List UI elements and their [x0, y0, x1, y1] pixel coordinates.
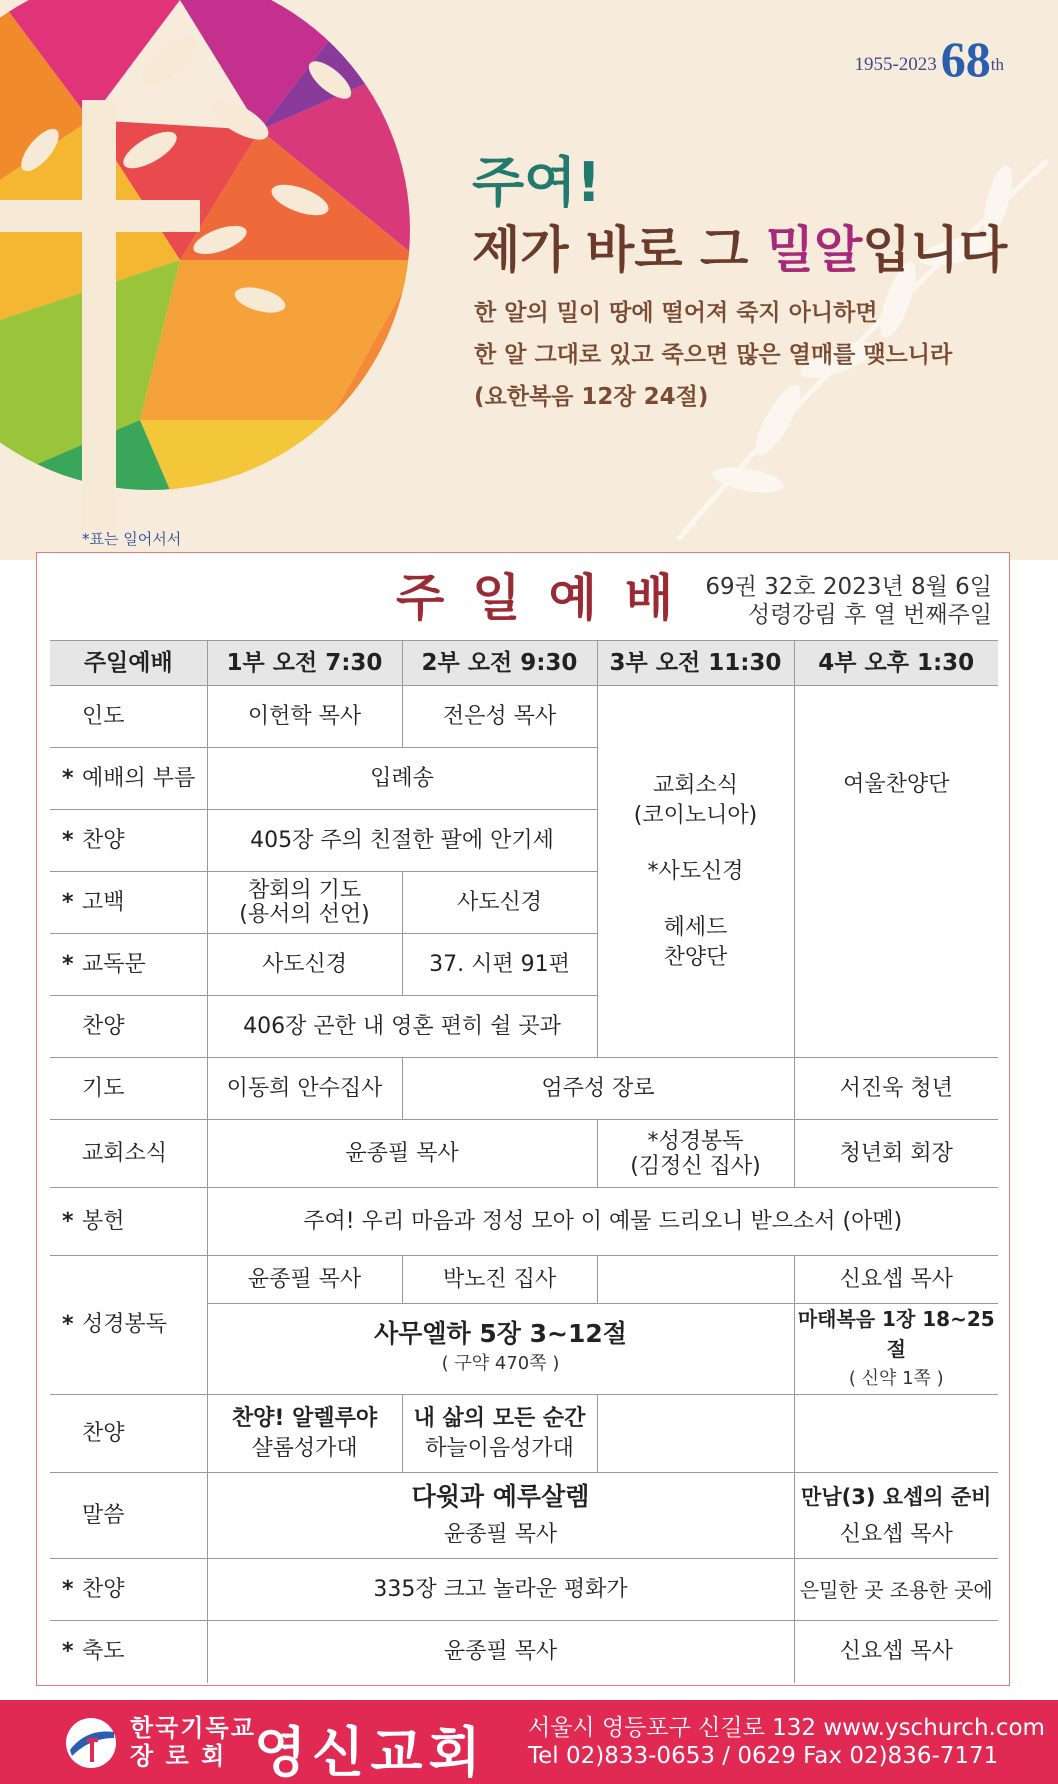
table-cell: 청년회 회장	[794, 1120, 998, 1188]
row-label: * 성경봉독	[50, 1256, 207, 1395]
table-cell	[597, 1395, 794, 1473]
row-label: 기도	[50, 1058, 207, 1120]
table-cell	[597, 1256, 794, 1304]
row-label: 찬양	[50, 996, 207, 1058]
table-row	[50, 1473, 998, 1559]
table-cell: 윤종필 목사	[207, 1120, 597, 1188]
table-cell: 이동희 안수집사	[207, 1058, 402, 1120]
service-title: 주일예배	[396, 568, 702, 627]
issue-info	[705, 573, 992, 629]
issue-line-2: 성령강림 후 열 번째주일	[747, 602, 992, 628]
table-cell: *성경봉독 (김정신 집사)	[597, 1120, 794, 1188]
address-line: 서울시 영등포구 신길로 132 www.yschurch.com	[528, 1715, 1045, 1741]
table-row	[50, 1256, 998, 1304]
table-cell: 335장 크고 놀라운 평화가	[207, 1559, 794, 1621]
headline-highlight: 밀알	[765, 221, 863, 279]
row-label: * 교독문	[50, 934, 207, 996]
table-row	[50, 1188, 998, 1256]
years-range: 1955-2023	[854, 54, 937, 75]
verse-reference: (요한복음 12장 24절)	[474, 384, 709, 410]
row-label: * 고백	[50, 872, 207, 934]
row-label: 말씀	[50, 1473, 207, 1559]
header-banner	[0, 0, 1058, 560]
table-cell: 다윗과 예루살렘 윤종필 목사	[207, 1473, 794, 1559]
table-cell: 전은성 목사	[402, 686, 597, 748]
table-row	[50, 1058, 998, 1120]
table-cell: 엄주성 장로	[402, 1058, 794, 1120]
table-cell: 사무엘하 5장 3~12절 ( 구약 470쪽 )	[207, 1304, 794, 1395]
table-cell: 찬양! 알렐루야 샬롬성가대	[207, 1395, 402, 1473]
denomination	[130, 1714, 256, 1770]
table-cell: 만남(3) 요셉의 준비 신요셉 목사	[794, 1473, 998, 1559]
table-cell: 마태복음 1장 18~25절 ( 신약 1쪽 )	[794, 1304, 998, 1395]
table-row	[50, 1120, 998, 1188]
table-cell: 사도신경	[207, 934, 402, 996]
table-cell: 은밀한 곳 조용한 곳에	[794, 1559, 998, 1621]
table-cell: 입례송	[207, 748, 597, 810]
stand-note: *표는 일어서서	[82, 530, 182, 548]
table-cell: 이헌학 목사	[207, 686, 402, 748]
anniversary-suffix: th	[990, 55, 1004, 74]
table-cell: 서진욱 청년	[794, 1058, 998, 1120]
contact-info	[528, 1714, 1045, 1770]
header-cell: 1부 오전 7:30	[207, 641, 402, 686]
header-cell: 2부 오전 9:30	[402, 641, 597, 686]
table-row	[50, 1395, 998, 1473]
col4-block: 여울찬양단	[794, 686, 998, 1058]
cross-tree-artwork	[0, 0, 420, 560]
row-label: * 찬양	[50, 1559, 207, 1621]
table-row	[50, 1559, 998, 1621]
service-schedule-table	[50, 640, 998, 1683]
table-cell: 주여! 우리 마음과 정성 모아 이 예물 드리오니 받으소서 (아멘)	[207, 1188, 998, 1256]
table-cell: 윤종필 목사	[207, 1256, 402, 1304]
denomination-line-2: 장 로 회	[130, 1742, 227, 1770]
anniversary-mark	[854, 30, 1004, 88]
row-label: 교회소식	[50, 1120, 207, 1188]
table-cell	[794, 1395, 998, 1473]
header-cell: 4부 오후 1:30	[794, 641, 998, 686]
table-cell: 내 삶의 모든 순간 하늘이음성가대	[402, 1395, 597, 1473]
table-cell: 박노진 집사	[402, 1256, 597, 1304]
table-header-row	[50, 641, 998, 686]
footer-bar	[0, 1700, 1058, 1784]
table-cell: 사도신경	[402, 872, 597, 934]
headline-line2-a: 제가 바로 그	[472, 221, 766, 279]
header-cell: 주일예배	[50, 641, 207, 686]
row-label: * 찬양	[50, 810, 207, 872]
row-label: 찬양	[50, 1395, 207, 1473]
row-label: * 예배의 부름	[50, 748, 207, 810]
table-cell: 37. 시편 91편	[402, 934, 597, 996]
denomination-line-1: 한국기독교	[130, 1714, 256, 1742]
table-cell: 406장 곤한 내 영혼 편히 쉴 곳과	[207, 996, 597, 1058]
headline-line1: 주여!	[472, 151, 601, 214]
table-cell: 윤종필 목사	[207, 1621, 794, 1683]
anniversary-number: 68	[940, 31, 991, 87]
phone-line: Tel 02)833-0653 / 0629 Fax 02)836-7171	[528, 1743, 999, 1769]
issue-line-1: 69권 32호 2023년 8월 6일	[705, 574, 992, 600]
header-cell: 3부 오전 11:30	[597, 641, 794, 686]
scripture-verse	[474, 292, 952, 418]
row-label: * 축도	[62, 1638, 125, 1664]
row-label: 인도	[50, 686, 207, 748]
table-row	[50, 686, 998, 748]
church-logo-icon	[64, 1716, 118, 1770]
row-label: * 봉헌	[50, 1188, 207, 1256]
table-cell: 신요셉 목사	[794, 1621, 998, 1683]
col3-block: 교회소식 (코이노니아) *사도신경 헤세드 찬양단	[597, 686, 794, 1058]
church-name: 영신교회	[254, 1721, 487, 1784]
verse-line-2: 한 알 그대로 있고 죽으면 많은 열매를 맺느니라	[474, 342, 953, 368]
headline-line2-b: 입니다	[862, 221, 1008, 279]
headline-line2	[472, 210, 1007, 282]
table-cell: 405장 주의 친절한 팔에 안기세	[207, 810, 597, 872]
verse-line-1: 한 알의 밀이 땅에 떨어져 죽지 아니하면	[474, 300, 878, 326]
table-row	[50, 1621, 998, 1683]
table-cell: 신요셉 목사	[794, 1256, 998, 1304]
table-cell: 참회의 기도 (용서의 선언)	[207, 872, 402, 934]
